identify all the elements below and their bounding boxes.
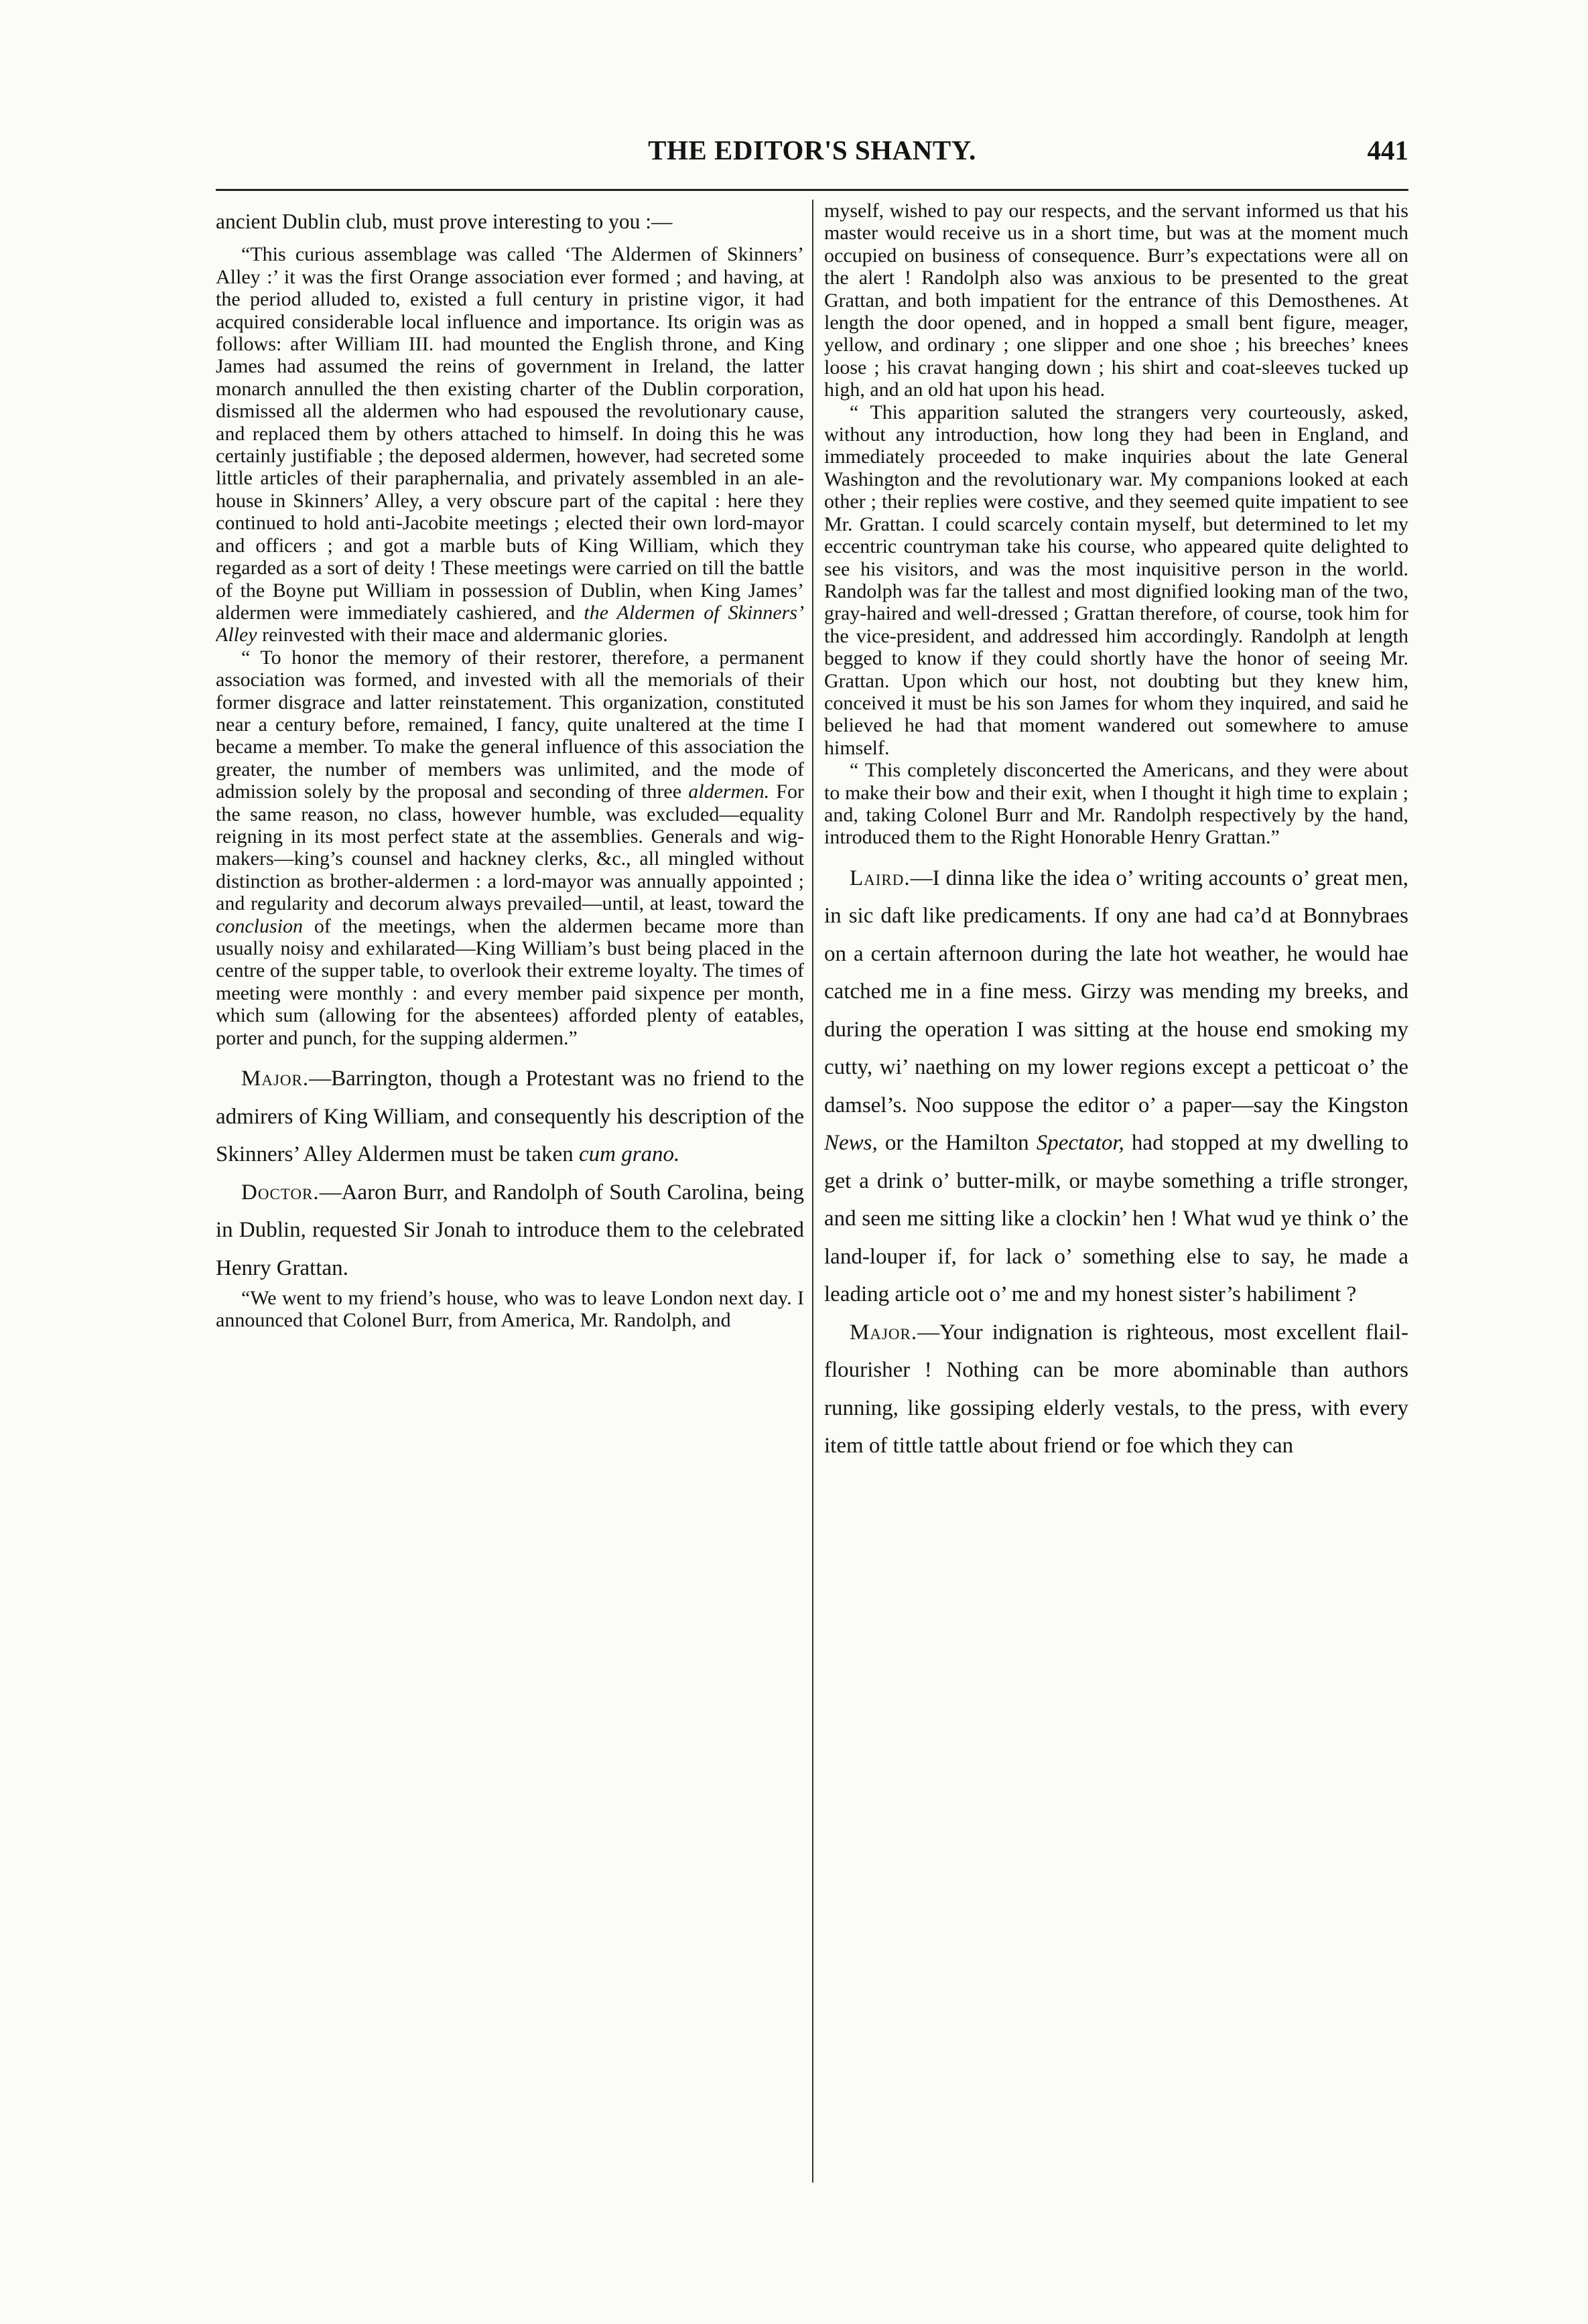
quote-paragraph: myself, wished to pay our respects, and the servant informed us that his master would receive us in a short time, but was at the moment much occupied on business of consequence. Burr’s expectations were all on the alert ! Randolph also was anxious to be presented to the great Grattan, and both impatient for the entrance of this Demosthenes. At length the door opened, and in hopped a small bent figure, meager, yellow, and ordinary ; one slipper and one shoe ; his breeches’ knees loose ; his cravat hanging down ; his shirt and coat-sleeves tucked up high, and an old hat upon his head. <box>824 200 1408 401</box>
right-column <box>824 200 1408 2183</box>
speaker-name: Major. <box>850 1320 918 1345</box>
dialog-paragraph: Laird.—I dinna like the idea o’ writing accounts o’ great men, in sic daft like predicaments. If ony ane had ca’d at Bonnybraes on a certain afternoon during the late hot weather, he would hae catched me in a fine mess. Girzy was mending my breeks, and during the operation I was sitting at the house end smoking my cutty, wi’ naething on my lower regions except a petticoat o’ the damsel’s. Noo suppose the editor o’ a paper—say the Kingston News, or the Hamilton Spectator, had stopped at my dwelling to get a drink o’ butter-milk, or maybe something a trifle stronger, and seen me sitting like a clockin’ hen ! What wud ye think o’ the land-louper if, for lack o’ something else to say, he made a leading article oot o’ me and my honest sister’s habiliment ? <box>824 866 1408 1307</box>
column-divider <box>812 200 813 2183</box>
page-number: 441 <box>1367 135 1408 165</box>
quote-paragraph: “ To honor the memory of their restorer, therefore, a permanent association was formed, and invested with all the memorials of their former disgrace and latter reinstatement. This organization, constituted near a century before, remained, I fancy, quite unaltered at the time I became a member. To make the general influence of this association the greater, the number of members was unlimited, and the mode of admission solely by the proposal and seconding of three aldermen. For the same reason, no class, however humble, was excluded—equality reigning in its most perfect state at the assemblies. Generals and wig-makers—king’s counsel and hackney clerks, &c., all mingled without distinction as brother-aldermen : a lord-mayor was annually appointed ; and regularity and decorum always prevailed—until, at least, toward the conclusion of the meetings, when the aldermen became more than usually noisy and exhilarated—King William’s bust being placed in the centre of the supper table, to overlook their extreme loyalty. The times of meeting were monthly : and every member paid sixpence per month, which sum (allowing for the absentees) afforded plenty of eatables, porter and punch, for the supping aldermen.” <box>216 646 804 1049</box>
header-rule <box>216 189 1408 191</box>
running-head <box>216 134 1408 181</box>
speaker-name: Doctor. <box>241 1180 320 1205</box>
left-column <box>216 200 804 2183</box>
dialog-paragraph: Major.—Your indignation is righteous, most excellent flail-flourisher ! Nothing can be more abominable than authors running, like gossiping elderly vestals, to the press, with every item of tittle tattle about friend or foe which they can <box>824 1320 1408 1458</box>
dialog-paragraph: Doctor.—Aaron Burr, and Randolph of South Carolina, being in Dublin, requested Sir Jonah to introduce them to the celebrated Henry Grattan. <box>216 1180 804 1280</box>
quote-paragraph: “ This completely disconcerted the Americans, and they were about to make their bow and their exit, when I thought it high time to explain ; and, taking Colonel Burr and Mr. Randolph respectively by the hand, introduced them to the Right Honorable Henry Grattan.” <box>824 759 1408 849</box>
quote-paragraph: “This curious assemblage was called ‘The Aldermen of Skinners’ Alley :’ it was the first Orange association ever formed ; and having, at the period alluded to, existed a full century in pristine vigor, it had acquired considerable local influence and importance. Its origin was as follows: after William III. had mounted the English throne, and King James had assumed the reins of government in Ireland, the latter monarch annulled the then existing charter of the Dublin corporation, dismissed all the aldermen who had espoused the revolutionary cause, and replaced them by others attached to himself. In doing this he was certainly justifiable ; the deposed aldermen, however, had secreted some little articles of their paraphernalia, and privately assembled in an ale-house in Skinners’ Alley, a very obscure part of the capital : here they continued to hold anti-Jacobite meetings ; elected their own lord-mayor and officers ; and got a marble buts of King William, which they regarded as a sort of deity ! These meetings were carried on till the battle of the Boyne put William in possession of Dublin, when King James’ aldermen were immediately cashiered, and the Aldermen of Skinners’ Alley reinvested with their mace and aldermanic glories. <box>216 243 804 646</box>
dialog-paragraph: Major.—Barrington, though a Protestant was no friend to the admirers of King William, and consequently his description of the Skinners’ Alley Aldermen must be taken cum grano. <box>216 1067 804 1167</box>
opening-line: ancient Dublin club, must prove interesting to you :— <box>216 210 673 233</box>
quote-paragraph: “We went to my friend’s house, who was to leave London next day. I announced that Colonel Burr, from America, Mr. Randolph, and <box>216 1287 804 1332</box>
quote-paragraph: “ This apparition saluted the strangers very courteously, asked, without any introduction, how long they had been in England, and immediately proceeded to make inquiries about the late General Washington and the revolutionary war. My companions looked at each other ; their replies were costive, and they seemed quite impatient to see Mr. Grattan. I could scarcely contain myself, but determined to let my eccentric countryman take his course, who appeared quite delighted to see his visitors, and was the most inquisitive person in the world. Randolph was far the tallest and most dignified looking man of the two, gray-haired and well-dressed ; Grattan therefore, of course, took him for the vice-president, and addressed him accordingly. Randolph at length begged to know if they could shortly have the honor of seeing Mr. Grattan. Upon which our host, not doubting but they knew him, conceived it must be his son James for whom they inquired, and said he believed he had that moment wandered out somewhere to amuse himself. <box>824 401 1408 759</box>
speaker-name: Laird. <box>850 866 911 890</box>
running-title: THE EDITOR'S SHANTY. <box>648 135 976 165</box>
speaker-name: Major. <box>241 1067 310 1091</box>
